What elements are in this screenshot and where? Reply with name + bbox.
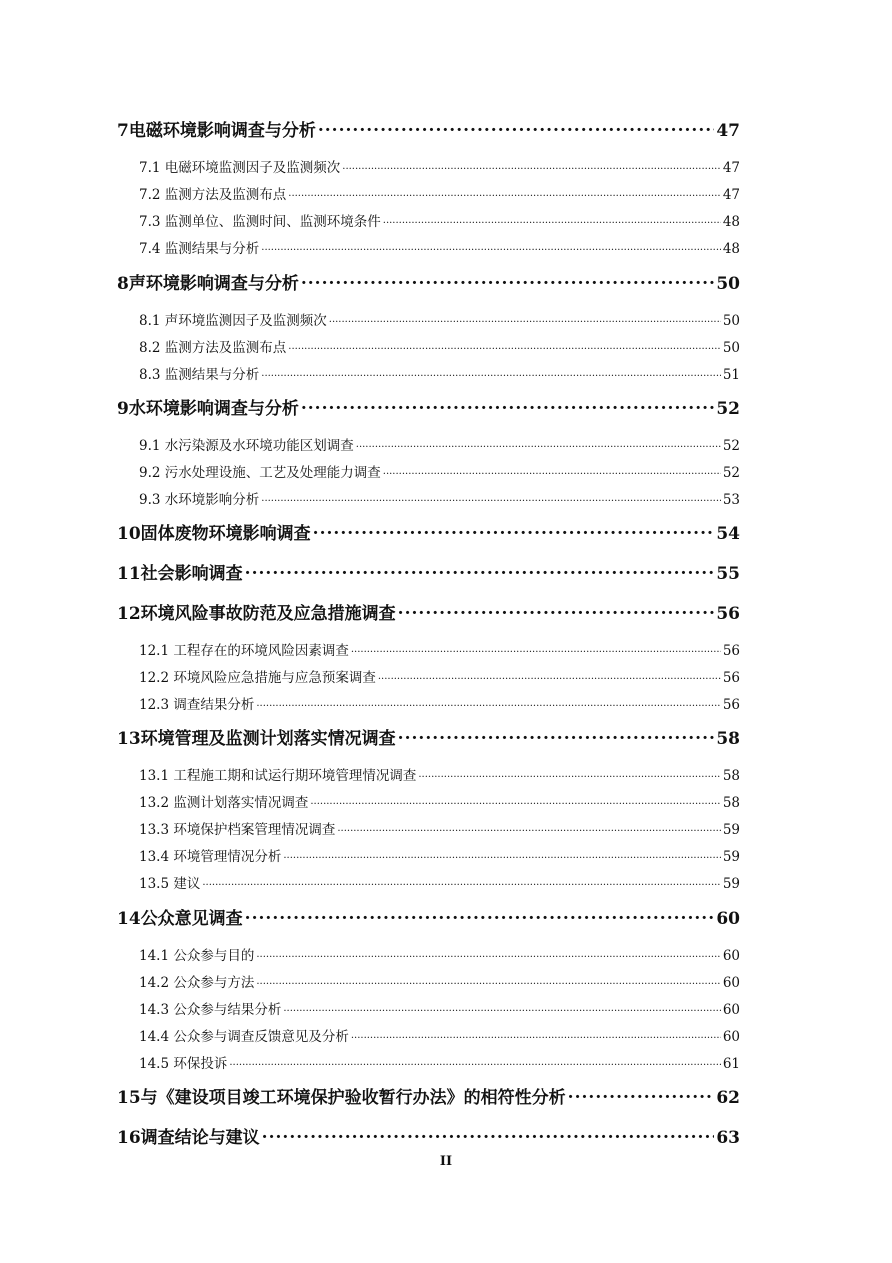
toc-chapter-entry[interactable] <box>117 1083 740 1108</box>
dot-leader <box>568 1086 715 1103</box>
dot-leader <box>262 1126 715 1143</box>
toc-entry-title: 15与《建设项目竣工环境保护验收暂行办法》的相符性分析 <box>117 1088 566 1108</box>
toc-entry-page-number: 60 <box>722 1002 740 1018</box>
toc-entry-title: 7.3 监测单位、监测时间、监测环境条件 <box>139 214 381 230</box>
toc-entry-title: 14公众意见调查 <box>117 909 243 929</box>
toc-entry-page-number: 56 <box>722 643 740 659</box>
toc-entry-page-number: 58 <box>722 768 740 784</box>
toc-entry-page-number: 60 <box>722 975 740 991</box>
toc-entry-page-number: 48 <box>722 214 740 230</box>
toc-section-entry[interactable] <box>139 1025 740 1045</box>
toc-entry-title: 7.4 监测结果与分析 <box>139 241 260 257</box>
toc-section-entry[interactable] <box>139 183 740 203</box>
toc-section-entry[interactable] <box>139 1052 740 1072</box>
toc-entry-title: 9.1 水污染源及水环境功能区划调查 <box>139 438 354 454</box>
toc-entry-title: 8.1 声环境监测因子及监测频次 <box>139 313 327 329</box>
toc-section-entry[interactable] <box>139 998 740 1018</box>
dot-leader <box>245 562 715 579</box>
toc-entry-title: 8.3 监测结果与分析 <box>139 367 260 383</box>
dot-leader <box>229 1058 720 1068</box>
toc-entry-title: 14.2 公众参与方法 <box>139 975 255 991</box>
dot-leader <box>261 369 721 379</box>
toc-chapter-entry[interactable] <box>117 269 740 294</box>
toc-entry-title: 14.1 公众参与目的 <box>139 948 255 964</box>
dot-leader <box>378 672 721 682</box>
dot-leader <box>256 977 720 987</box>
toc-entry-page-number: 52 <box>722 465 740 481</box>
toc-entry-title: 12.3 调查结果分析 <box>139 697 255 713</box>
dot-leader <box>383 467 721 477</box>
dot-leader <box>288 189 721 199</box>
toc-entry-page-number: 63 <box>716 1128 740 1148</box>
toc-chapter-entry[interactable] <box>117 724 740 749</box>
toc-entry-page-number: 60 <box>722 1029 740 1045</box>
dot-leader <box>398 602 715 619</box>
dot-leader <box>245 907 715 924</box>
toc-entry-title: 8声环境影响调查与分析 <box>117 274 299 294</box>
dot-leader <box>337 824 720 834</box>
toc-entry-page-number: 50 <box>722 340 740 356</box>
toc-entry-title: 7.1 电磁环境监测因子及监测频次 <box>139 160 341 176</box>
toc-section-entry[interactable] <box>139 210 740 230</box>
toc-chapter-entry[interactable] <box>117 394 740 419</box>
toc-section-entry[interactable] <box>139 845 740 865</box>
toc-section-entry[interactable] <box>139 363 740 383</box>
toc-entry-page-number: 50 <box>716 274 740 294</box>
toc-entry-title: 9水环境影响调查与分析 <box>117 399 299 419</box>
dot-leader <box>256 699 720 709</box>
toc-chapter-entry[interactable] <box>117 519 740 544</box>
toc-entry-page-number: 56 <box>716 604 740 624</box>
toc-chapter-entry[interactable] <box>117 1123 740 1148</box>
toc-section-entry[interactable] <box>139 693 740 713</box>
toc-section-entry[interactable] <box>139 237 740 257</box>
toc-entry-title: 14.3 公众参与结果分析 <box>139 1002 282 1018</box>
toc-chapter-entry[interactable] <box>117 904 740 929</box>
dot-leader <box>283 1004 720 1014</box>
toc-entry-page-number: 47 <box>716 121 740 141</box>
toc-entry-title: 13.3 环境保护档案管理情况调查 <box>139 822 336 838</box>
page-number-footer: II <box>439 1154 453 1169</box>
toc-section-entry[interactable] <box>139 434 740 454</box>
toc-entry-title: 10固体废物环境影响调查 <box>117 524 311 544</box>
dot-leader <box>261 243 721 253</box>
toc-section-entry[interactable] <box>139 488 740 508</box>
toc-section-entry[interactable] <box>139 764 740 784</box>
toc-entry-page-number: 54 <box>716 524 740 544</box>
toc-entry-title: 13.2 监测计划落实情况调查 <box>139 795 309 811</box>
toc-entry-page-number: 55 <box>716 564 740 584</box>
toc-section-entry[interactable] <box>139 872 740 892</box>
toc-entry-title: 13.1 工程施工期和试运行期环境管理情况调查 <box>139 768 417 784</box>
toc-section-entry[interactable] <box>139 971 740 991</box>
dot-leader <box>356 440 721 450</box>
dot-leader <box>256 950 720 960</box>
toc-entry-title: 7电磁环境影响调查与分析 <box>117 121 316 141</box>
toc-entry-title: 11社会影响调查 <box>117 564 243 584</box>
toc-entry-title: 13.4 环境管理情况分析 <box>139 849 282 865</box>
toc-entry-title: 8.2 监测方法及监测布点 <box>139 340 287 356</box>
toc-entry-page-number: 61 <box>722 1056 740 1072</box>
toc-entry-title: 12.1 工程存在的环境风险因素调查 <box>139 643 349 659</box>
toc-entry-title: 14.4 公众参与调查反馈意见及分析 <box>139 1029 349 1045</box>
toc-entry-page-number: 53 <box>722 492 740 508</box>
toc-entry-page-number: 52 <box>716 399 740 419</box>
toc-entry-page-number: 59 <box>722 822 740 838</box>
dot-leader <box>301 272 714 289</box>
toc-entry-page-number: 52 <box>722 438 740 454</box>
toc-entry-title: 7.2 监测方法及监测布点 <box>139 187 287 203</box>
toc-entry-page-number: 56 <box>722 670 740 686</box>
toc-entry-title: 9.2 污水处理设施、工艺及处理能力调查 <box>139 465 381 481</box>
dot-leader <box>398 727 715 744</box>
dot-leader <box>283 851 720 861</box>
toc-entry-title: 14.5 环保投诉 <box>139 1056 228 1072</box>
toc-entry-page-number: 62 <box>716 1088 740 1108</box>
toc-entry-page-number: 47 <box>722 187 740 203</box>
toc-entry-title: 16调查结论与建议 <box>117 1128 260 1148</box>
toc-section-entry[interactable] <box>139 818 740 838</box>
toc-entry-page-number: 59 <box>722 876 740 892</box>
toc-section-entry[interactable] <box>139 944 740 964</box>
toc-entry-page-number: 48 <box>722 241 740 257</box>
toc-entry-page-number: 60 <box>722 948 740 964</box>
dot-leader <box>301 397 714 414</box>
toc-section-entry[interactable] <box>139 666 740 686</box>
dot-leader <box>351 645 721 655</box>
toc-entry-title: 9.3 水环境影响分析 <box>139 492 260 508</box>
toc-section-entry[interactable] <box>139 336 740 356</box>
dot-leader <box>288 342 721 352</box>
toc-entry-page-number: 58 <box>716 729 740 749</box>
dot-leader <box>318 119 715 136</box>
toc-section-entry[interactable] <box>139 461 740 481</box>
dot-leader <box>351 1031 721 1041</box>
dot-leader <box>329 315 721 325</box>
toc-entry-page-number: 56 <box>722 697 740 713</box>
toc-chapter-entry[interactable] <box>117 599 740 624</box>
toc-chapter-entry[interactable] <box>117 116 740 141</box>
toc-entry-page-number: 59 <box>722 849 740 865</box>
toc-entry-page-number: 51 <box>722 367 740 383</box>
toc-entry-title: 12.2 环境风险应急措施与应急预案调查 <box>139 670 376 686</box>
toc-entry-page-number: 58 <box>722 795 740 811</box>
dot-leader <box>261 494 721 504</box>
toc-section-entry[interactable] <box>139 639 740 659</box>
toc-section-entry[interactable] <box>139 309 740 329</box>
dot-leader <box>342 162 721 172</box>
dot-leader <box>383 216 721 226</box>
toc-entry-title: 13.5 建议 <box>139 876 201 892</box>
dot-leader <box>418 770 720 780</box>
dot-leader <box>310 797 720 807</box>
dot-leader <box>202 878 720 888</box>
dot-leader <box>313 522 715 539</box>
toc-entry-title: 13环境管理及监测计划落实情况调查 <box>117 729 396 749</box>
toc-section-entry[interactable] <box>139 791 740 811</box>
toc-chapter-entry[interactable] <box>117 559 740 584</box>
toc-entry-page-number: 47 <box>722 160 740 176</box>
toc-entry-page-number: 60 <box>716 909 740 929</box>
toc-section-entry[interactable] <box>139 156 740 176</box>
toc-entry-title: 12环境风险事故防范及应急措施调查 <box>117 604 396 624</box>
toc-entry-page-number: 50 <box>722 313 740 329</box>
